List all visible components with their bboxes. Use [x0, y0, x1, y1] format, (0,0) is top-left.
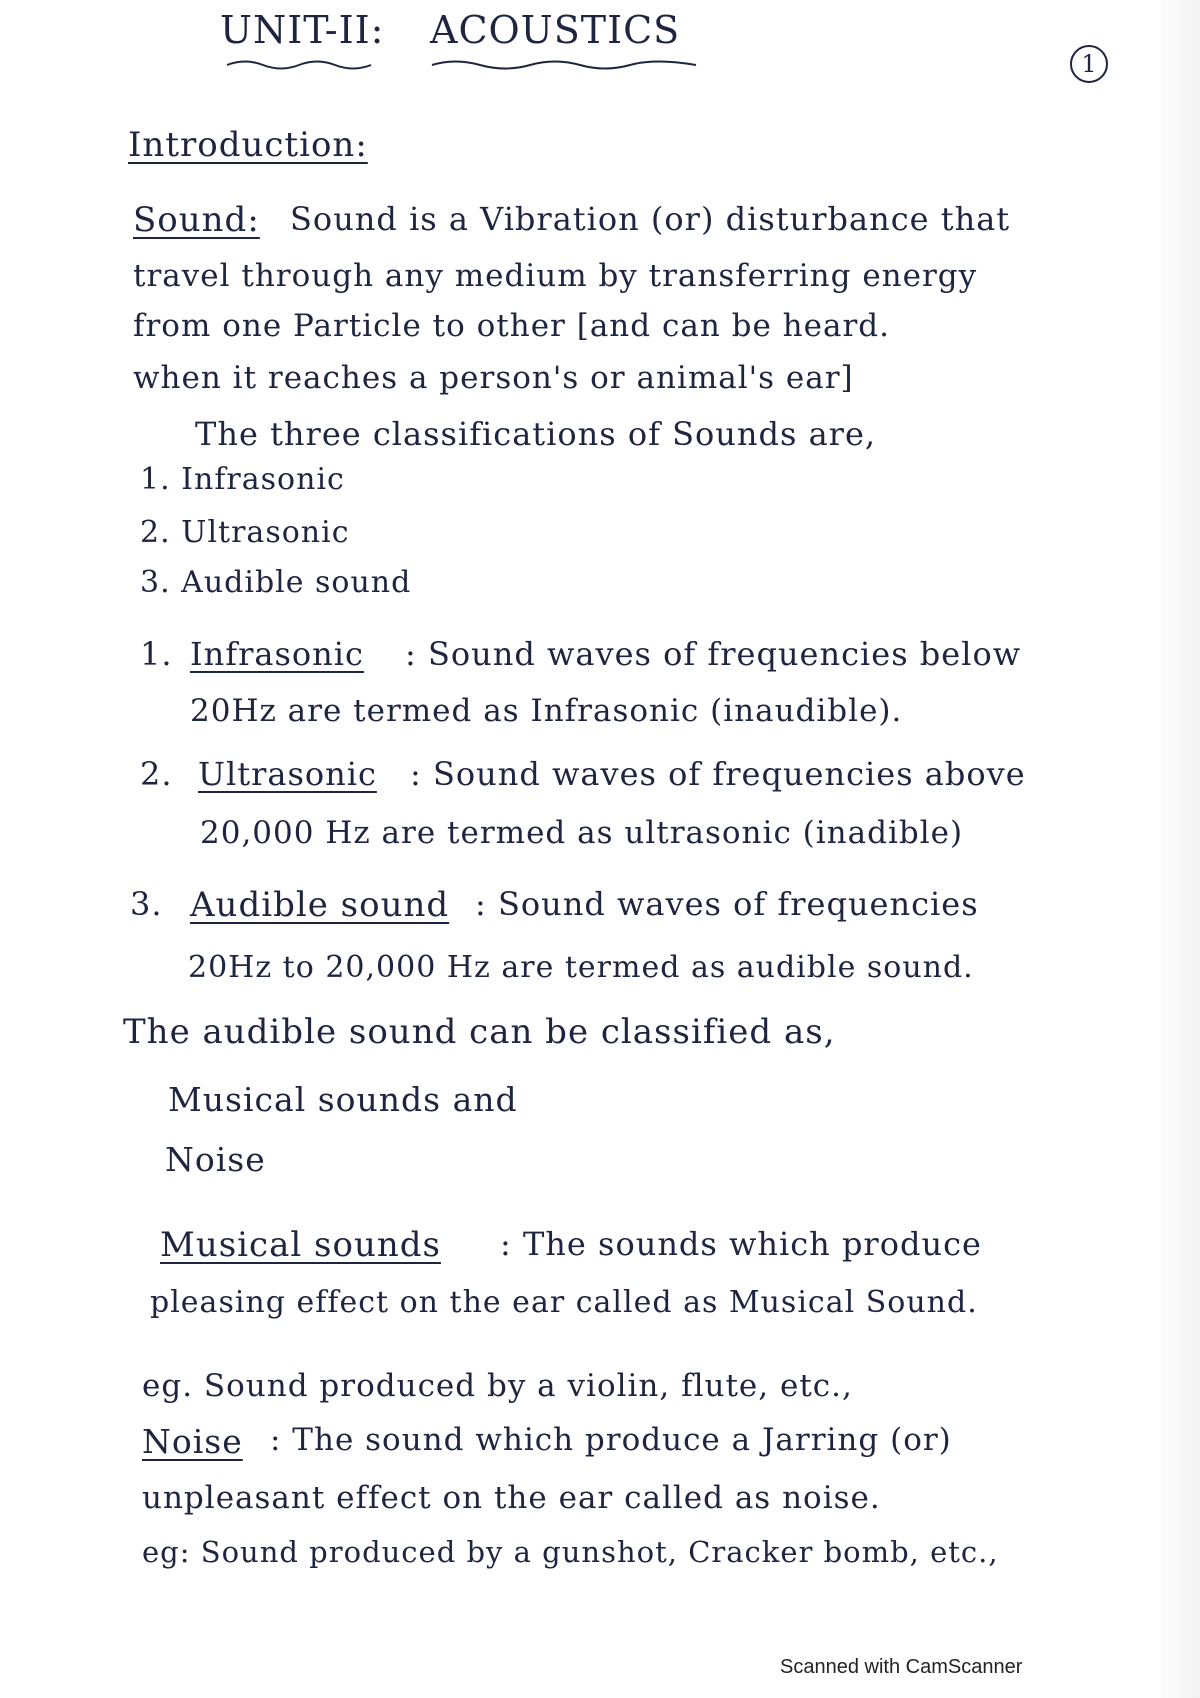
musical-def-line1: : The sounds which produce [500, 1225, 982, 1263]
page-title: ACOUSTICS [430, 8, 681, 52]
classification-item: 2. Ultrasonic [140, 515, 350, 550]
noise-example: eg: Sound produced by a gunshot, Cracker bomb, etc., [142, 1535, 999, 1569]
musical-def-line2: pleasing effect on the ear called as Musical Sound. [150, 1285, 978, 1320]
def-ultrasonic-line1: : Sound waves of frequencies above [410, 755, 1026, 793]
def-num-audible: 3. [130, 885, 163, 923]
def-num-infrasonic: 1. [140, 635, 173, 673]
term-noise: Noise [142, 1422, 243, 1461]
term-musical-sounds: Musical sounds [160, 1225, 441, 1265]
term-infrasonic: Infrasonic [190, 635, 364, 673]
def-infrasonic-line2: 20Hz are termed as Infrasonic (inaudible). [190, 693, 903, 729]
classification-item: 1. Infrasonic [140, 462, 345, 497]
def-audible-line1: : Sound waves of frequencies [475, 885, 979, 923]
term-audible: Audible sound [190, 885, 450, 925]
scan-edge-shading [1155, 0, 1200, 1698]
title-underline-squiggle [225, 58, 375, 72]
title-underline-squiggle-2 [430, 58, 700, 72]
sound-def-line2: travel through any medium by transferring energy [133, 258, 978, 294]
sound-def-line4: when it reaches a person's or animal's ear] [133, 360, 854, 396]
sound-def-line3: from one Particle to other [and can be heard. [133, 308, 890, 344]
audible-class-item: Noise [165, 1140, 266, 1179]
musical-example: eg. Sound produced by a violin, flute, etc., [142, 1368, 853, 1404]
unit-label: UNIT-II: [220, 8, 385, 52]
noise-def-line1: : The sound which produce a Jarring (or) [270, 1422, 952, 1458]
page-number: 1 [1070, 45, 1108, 83]
sound-label: Sound: [133, 200, 260, 240]
noise-def-line2: unpleasant effect on the ear called as noise. [142, 1480, 881, 1516]
classification-item: 3. Audible sound [140, 565, 412, 600]
def-ultrasonic-line2: 20,000 Hz are termed as ultrasonic (inadible) [200, 815, 964, 851]
scanner-watermark: Scanned with CamScanner [780, 1656, 1023, 1678]
classification-intro: The three classifications of Sounds are, [195, 415, 877, 453]
intro-heading: Introduction: [128, 125, 368, 165]
audible-class-item: Musical sounds and [168, 1080, 518, 1119]
def-audible-line2: 20Hz to 20,000 Hz are termed as audible sound. [188, 950, 974, 985]
audible-classes-intro: The audible sound can be classified as, [123, 1012, 836, 1052]
sound-def-line1: Sound is a Vibration (or) disturbance that [290, 200, 1011, 238]
def-num-ultrasonic: 2. [140, 755, 173, 793]
def-infrasonic-line1: : Sound waves of frequencies below [405, 635, 1022, 673]
term-ultrasonic: Ultrasonic [198, 755, 377, 793]
